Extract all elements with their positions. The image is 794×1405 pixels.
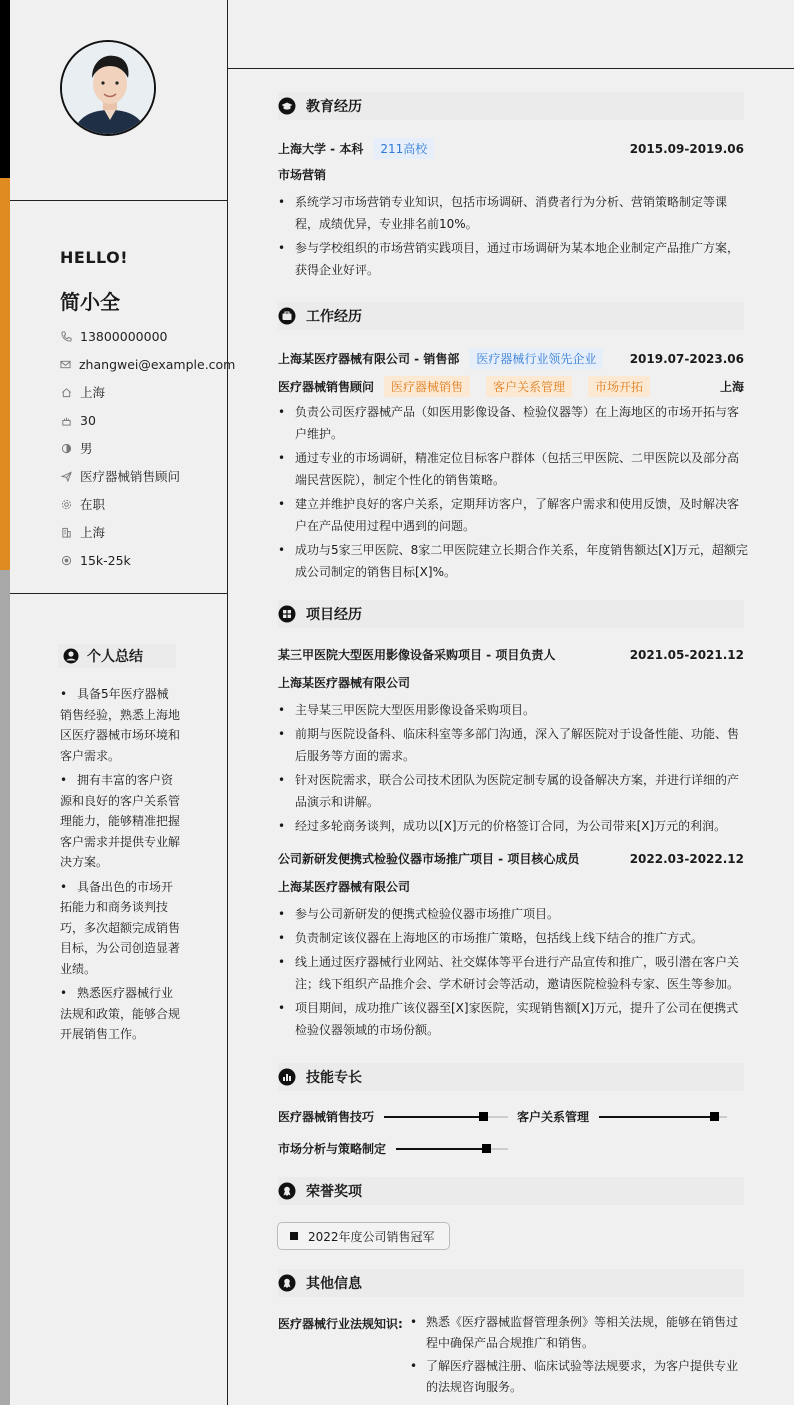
school-name: 上海大学 - 本科 — [278, 142, 364, 156]
age-value: 30 — [80, 412, 96, 428]
summary-title: 个人总结 — [87, 649, 143, 665]
position: 医疗器械销售顾问 — [278, 380, 375, 394]
list-item: • 主导某三甲医院大型医用影像设备采购项目。 — [278, 699, 748, 721]
age-icon — [60, 414, 72, 426]
other-title: 其他信息 — [306, 1276, 362, 1292]
project-name: 公司新研发便携式检验仪器市场推广项目 - 项目核心成员 — [278, 852, 580, 866]
info-salary — [60, 546, 228, 574]
work-period: 2019.07-2023.06 — [629, 351, 744, 366]
other-label: 医疗器械行业法规知识: — [278, 1317, 403, 1331]
summary-text: 熟悉医疗器械行业法规和政策，能够合规开展销售工作。 — [60, 986, 181, 1041]
salary-value: 15k-25k — [80, 552, 131, 568]
accent-strip-black — [0, 0, 10, 178]
sidebar-divider — [227, 0, 228, 1405]
skill-item — [517, 1108, 727, 1125]
status-icon — [60, 498, 72, 510]
mail-icon — [60, 358, 71, 370]
project-list — [278, 903, 748, 1041]
skill-level-bar — [599, 1116, 727, 1118]
awards-heading — [278, 1177, 744, 1205]
skill-item — [278, 1108, 508, 1125]
skills-title: 技能专长 — [306, 1070, 362, 1086]
building-icon — [60, 526, 72, 538]
summary-text: 具备5年医疗器械销售经验，熟悉上海地区医疗器械市场环境和客户需求。 — [60, 687, 181, 763]
phone-value: 13800000000 — [80, 328, 168, 344]
skill-level-bar — [384, 1116, 508, 1118]
bullet-square-icon — [290, 1232, 298, 1240]
info-work-city — [60, 518, 228, 546]
info-status — [60, 490, 228, 518]
skill-name: 客户关系管理 — [517, 1110, 590, 1124]
summary-list — [60, 684, 180, 1049]
info-gender — [60, 434, 228, 462]
award-text: 2022年度公司销售冠军 — [308, 1229, 435, 1244]
list-item: • 具备5年医疗器械销售经验，熟悉上海地区医疗器械市场环境和客户需求。 — [60, 687, 181, 763]
grid-icon — [278, 605, 296, 623]
divider — [10, 200, 228, 201]
major: 市场营销 — [278, 168, 327, 182]
list-item: • 通过专业的市场调研，精准定位目标客户群体（包括三甲医院、二甲医院以及部分高端民营医院），制定个性化的销售策略。 — [278, 447, 748, 491]
work-title: 工作经历 — [306, 309, 362, 325]
skill-item — [278, 1140, 508, 1157]
skill-tag: 客户关系管理 — [486, 376, 572, 397]
work-heading — [278, 302, 744, 330]
list-item: • 熟悉《医疗器械监督管理条例》等相关法规，能够在销售过程中确保产品合规推广和销售。 — [408, 1312, 744, 1354]
accent-strip-orange — [0, 178, 10, 570]
project-header-row — [278, 850, 744, 867]
other-heading — [278, 1269, 744, 1297]
education-title: 教育经历 — [306, 99, 362, 115]
project-company-row — [278, 878, 744, 895]
list-item: • 负责制定该仪器在上海地区的市场推广策略，包括线上线下结合的推广方式。 — [278, 927, 748, 949]
list-item: • 系统学习市场营销专业知识，包括市场调研、消费者行为分析、营销策略制定等课程，成绩优异，专业排名前10%。 — [278, 191, 748, 235]
phone-icon — [60, 330, 72, 342]
list-item: • 线上通过医疗器械行业网站、社交媒体等平台进行产品宣传和推广，吸引潜在客户关注；线下组织产品推介会、学术研讨会等活动，邀请医院检验科专家、医生等参加。 — [278, 951, 748, 995]
skills-heading — [278, 1063, 744, 1091]
summary-text: 具备出色的市场开拓能力和商务谈判技巧，多次超额完成销售目标，为公司创造显著业绩。 — [60, 879, 181, 976]
work-city-value: 上海 — [80, 525, 106, 540]
graduation-cap-icon — [278, 97, 296, 115]
project-company-row — [278, 674, 744, 691]
list-item: • 成功与5家三甲医院、8家二甲医院建立长期合作关系，年度销售额达[X]万元，超额完成公司制定的销售目标[X]%。 — [278, 539, 748, 583]
skill-level-bar — [396, 1148, 508, 1150]
user-circle-icon — [63, 648, 79, 664]
project-list — [278, 699, 748, 837]
list-item: • 熟悉医疗器械行业法规和政策，能够合规开展销售工作。 — [60, 986, 181, 1041]
divider — [228, 68, 794, 69]
send-icon — [60, 470, 72, 482]
position-value: 医疗器械销售顾问 — [80, 469, 181, 484]
list-item: • 参与公司新研发的便携式检验仪器市场推广项目。 — [278, 903, 748, 925]
project-period: 2022.03-2022.12 — [629, 851, 744, 866]
summary-text: 拥有丰富的客户资源和良好的客户关系管理能力，能够精准把握客户需求并提供专业解决方案。 — [60, 773, 181, 869]
award-icon — [278, 1274, 296, 1292]
salary-icon — [60, 554, 72, 566]
company-name: 上海某医疗器械有限公司 - 销售部 — [278, 352, 460, 366]
skill-tag: 市场开拓 — [588, 376, 650, 397]
info-age — [60, 406, 228, 434]
email-value: zhangwei@example.com — [79, 356, 236, 372]
projects-heading — [278, 600, 744, 628]
status-value: 在职 — [80, 497, 106, 512]
projects-title: 项目经历 — [306, 607, 362, 623]
award-icon — [278, 1182, 296, 1200]
education-heading — [278, 92, 744, 120]
list-item: • 具备出色的市场开拓能力和商务谈判技巧，多次超额完成销售目标，为公司创造显著业绩。 — [60, 879, 181, 976]
project-company: 上海某医疗器械有限公司 — [278, 880, 411, 894]
skill-tag: 医疗器械销售 — [384, 376, 470, 397]
education-header-row — [278, 138, 744, 159]
list-item: • 负责公司医疗器械产品（如医用影像设备、检验仪器等）在上海地区的市场开拓与客户维护。 — [278, 401, 748, 445]
list-item: • 项目期间，成功推广该仪器至[X]家医院，实现销售额[X]万元，提升了公司在便携式检验仪器领域的市场份额。 — [278, 997, 748, 1041]
summary-heading — [58, 644, 176, 668]
list-item: • 拥有丰富的客户资源和良好的客户关系管理能力，能够精准把握客户需求并提供专业解决方案。 — [60, 773, 181, 869]
skill-name: 市场分析与策略制定 — [278, 1142, 387, 1156]
greeting: HELLO! — [60, 248, 129, 267]
avatar — [60, 40, 156, 136]
list-item: • 针对医院需求，联合公司技术团队为医院定制专属的设备解决方案，并进行详细的产品演示和讲解。 — [278, 769, 748, 813]
award-badge — [277, 1222, 450, 1250]
contact-info-list — [60, 322, 236, 574]
work-list — [278, 401, 748, 583]
gender-value: 男 — [80, 441, 93, 456]
skill-name: 医疗器械销售技巧 — [278, 1110, 375, 1124]
briefcase-icon — [278, 307, 296, 325]
project-header-row — [278, 646, 744, 663]
list-item: • 建立并维护良好的客户关系，定期拜访客户，了解客户需求和使用反馈，及时解决客户在产品使用过程中遇到的问题。 — [278, 493, 748, 537]
gender-icon — [60, 442, 72, 454]
school-tag: 211高校 — [373, 138, 434, 159]
education-list — [278, 191, 748, 281]
list-item: • 经过多轮商务谈判，成功以[X]万元的价格签订合同，为公司带来[X]万元的利润。 — [278, 815, 748, 837]
list-item: • 参与学校组织的市场营销实践项目，通过市场调研为某本地企业制定产品推广方案，获得企业好评。 — [278, 237, 748, 281]
accent-strip-gray — [0, 570, 10, 1405]
list-item: • 前期与医院设备科、临床科室等多部门沟通，深入了解医院对于设备性能、功能、售后服务等方面的需求。 — [278, 723, 748, 767]
info-phone — [60, 322, 228, 350]
work-position-row — [278, 376, 744, 397]
city-value: 上海 — [80, 385, 106, 400]
candidate-name: 简小全 — [60, 290, 120, 314]
project-period: 2021.05-2021.12 — [629, 647, 744, 662]
info-city — [60, 378, 228, 406]
divider — [10, 593, 228, 594]
work-location: 上海 — [719, 380, 744, 394]
info-email — [60, 350, 236, 378]
education-major-row — [278, 166, 744, 183]
project-name: 某三甲医院大型医用影像设备采购项目 - 项目负责人 — [278, 648, 556, 662]
bar-chart-icon — [278, 1068, 296, 1086]
awards-title: 荣誉奖项 — [306, 1184, 362, 1200]
list-item: • 了解医疗器械注册、临床试验等法规要求，为客户提供专业的法规咨询服务。 — [408, 1356, 744, 1398]
info-position — [60, 462, 228, 490]
education-period: 2015.09-2019.06 — [629, 141, 744, 156]
other-list — [408, 1312, 744, 1400]
home-icon — [60, 386, 72, 398]
work-header-row — [278, 348, 744, 369]
company-tag: 医疗器械行业领先企业 — [469, 348, 603, 369]
project-company: 上海某医疗器械有限公司 — [278, 676, 411, 690]
